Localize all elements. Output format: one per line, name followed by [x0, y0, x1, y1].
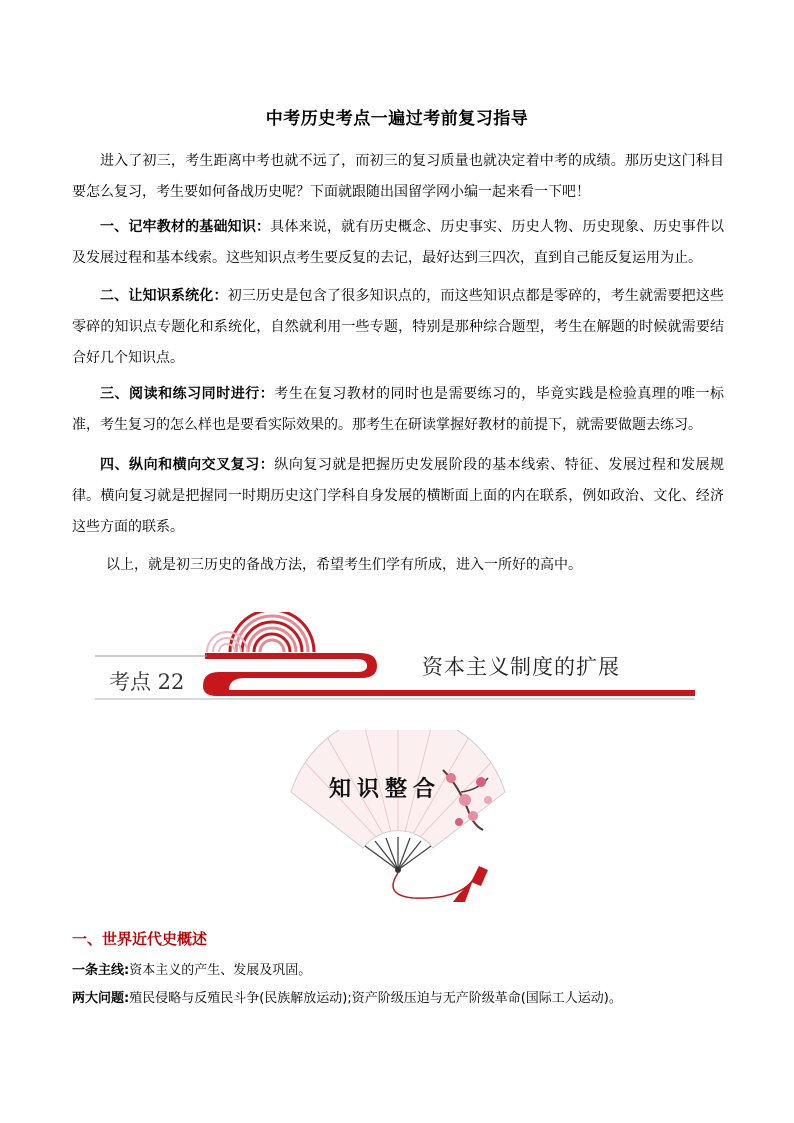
concentric-arcs-icon	[207, 612, 314, 652]
point-2-label: 二、让知识系统化：	[100, 288, 228, 304]
point-1-label: 一、记牢教材的基础知识：	[100, 219, 271, 235]
section-line-2	[72, 988, 732, 1010]
point-4-label: 四、纵向和横向交叉复习：	[100, 457, 275, 473]
section-line-2-text: 殖民侵略与反殖民斗争(民族解放运动);资产阶级压迫与无产阶级革命(国际工人运动)。	[129, 991, 622, 1006]
section-line-1-label: 一条主线:	[72, 963, 130, 978]
point-3-paragraph	[72, 379, 724, 441]
intro-text: 进入了初三，考生距离中考也就不远了，而初三的复习质量也就决定着中考的成绩。那历史这门科目要怎么复习，考生要如何备战历史呢？下面就跟随出国留学网小编一起来看一下吧！	[72, 153, 724, 200]
intro-paragraph	[72, 146, 724, 208]
section-line-2-label: 两大问题:	[72, 991, 130, 1006]
banner-title: 资本主义制度的扩展	[422, 655, 620, 679]
point-2-paragraph	[72, 281, 724, 374]
point-3-text: 考生在复习教材的同时也是需要练习的，毕竟实践是检验真理的唯一标准，考生复习的怎么样也是要看实际效果的。那考生在研读掌握好教材的前提下，就需要做题去练习。	[72, 386, 725, 433]
point-4-paragraph	[72, 450, 724, 543]
section-line-1-text: 资本主义的产生、发展及巩固。	[129, 963, 312, 978]
section-line-1	[72, 960, 732, 982]
banner-label: 考点 22	[109, 670, 185, 694]
document-title: 中考历史考点一遍过考前复习指导	[265, 109, 529, 129]
point-1-paragraph	[72, 212, 724, 274]
conclusion-paragraph	[72, 550, 724, 581]
point-3-label: 三、阅读和练习同时进行：	[100, 386, 275, 402]
point-1-text: 具体来说，就有历史概念、历史事实、历史人物、历史现象、历史事件以及发展过程和基本线索。这些知识点考生要反复的去记，最好达到三四次，直到自己能反复运用为止。	[72, 219, 724, 266]
section-heading: 一、世界近代史概述	[72, 930, 208, 948]
conclusion-text: 以上，就是初三历史的备战方法，希望考生们学有所成，进入一所好的高中。	[106, 557, 582, 573]
folding-fan-graphic	[283, 730, 513, 902]
fan-title: 知识整合	[329, 776, 442, 802]
point-4-text: 纵向复习就是把握历史发展阶段的基本线索、特征、发展过程和发展规律。横向复习就是把握同一时期历史这门学科自身发展的横断面上面的内在联系，例如政治、文化、经济这些方面的联系。	[72, 457, 725, 535]
point-2-text: 初三历史是包含了很多知识点的，而这些知识点都是零碎的，考生就需要把这些零碎的知识点专题化和系统化，自然就利用一些专题，特别是那种综合题型，考生在解题的时候就需要结合好几个知识点。	[72, 288, 725, 366]
